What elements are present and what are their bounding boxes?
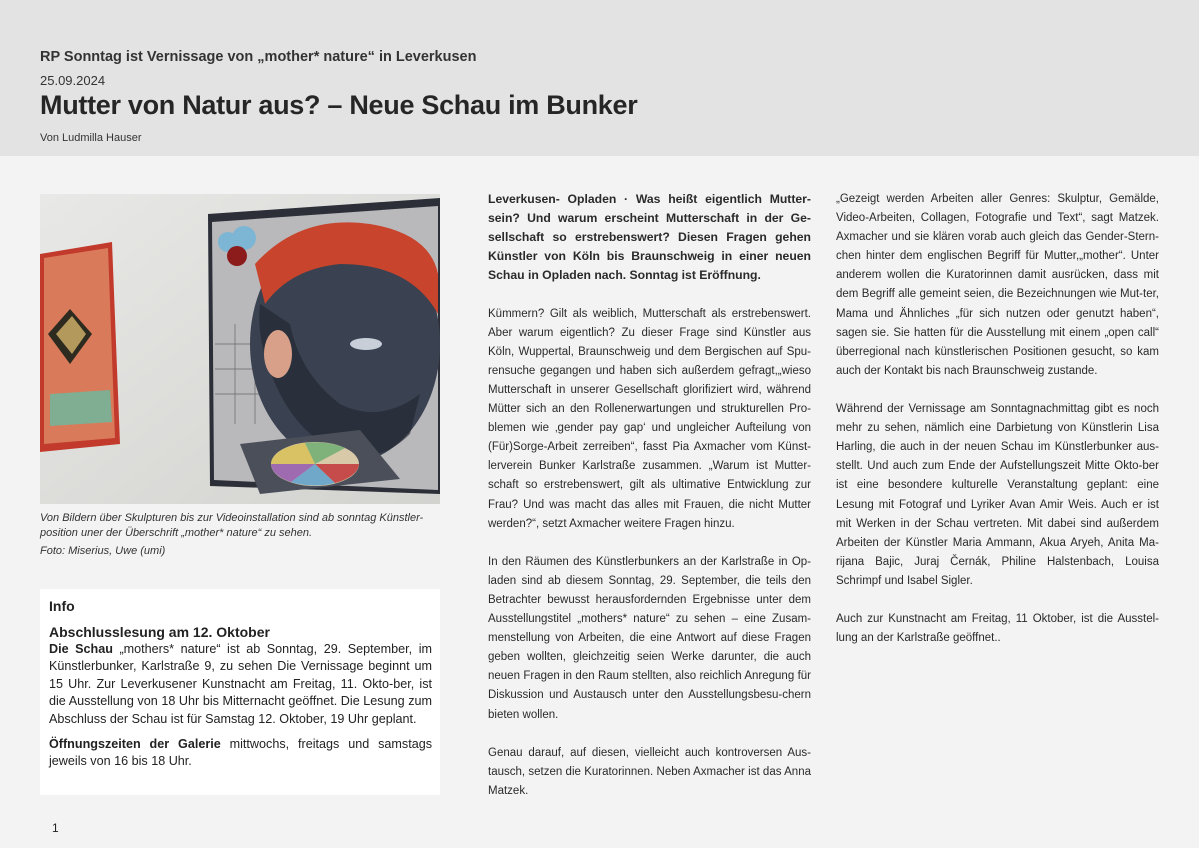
info-label: Info [49, 598, 75, 614]
page-number: 1 [52, 821, 59, 835]
article-column-right [836, 190, 1159, 667]
info-box [40, 589, 440, 795]
kicker: RP Sonntag ist Vernissage von „mother* nature“ in Leverkusen [40, 49, 477, 65]
info-text: „mothers* nature“ ist ab Sonntag, 29. September, im Künstlerbunker, Karlstraße 9, zu sehen Die Vernissage beginnt um 15 Uhr. Zur Leverkusener Kunstnacht am Freitag, 11. Okto-ber, ist die Ausstellung von 18 Uhr bis Mitternacht geöffnet. Die Lesung zum Abschluss der Schau ist für Samstag 12. Oktober, 19 Uhr geplant. [49, 642, 432, 726]
article-header [0, 0, 1199, 156]
body-paragraph: In den Räumen des Künstlerbunkers an der Karlstraße in Op-laden sind ab diesem Sonntag, 29. September, die teils den Betrachter bewusst herausfordernden Ergebnisse unter dem Ausstellungstitel „mothers* nature“ zu sehen – eine Zusam-menstellung von Arbeiten, die eine Antwort auf diese Fragen geben wollten, gleichzeitig seien Werke darunter, die auch neuen Fragen in den Raum stellten, also reichlich Anregung für Diskussion und Austausch unter den Ausstellungsbesu-chern bieten wollen. [488, 555, 811, 721]
body-paragraph: „Gezeigt werden Arbeiten aller Genres: Skulptur, Gemälde, Video-Arbeiten, Collagen, Fotografie und Text“, sagt Matzek. Axmacher und sie klären vorab auch gleich das Gender-Stern-chen hinter dem englischen Begriff für Mutter,„mother“. Unter anderem wollen die Kuratorinnen damit ausrücken, dass mit dem Begriff alle gemeint seien, die Bezeichnungen wie Mut-ter, Mama und Ähnliches „für sich nutzen oder genutzt haben“, sagen sie. Sie hatten für die Ausstellung mit einem „open call“ überregional nach künstlerischen Positionen gesucht, so kam auch der Kontakt bis nach Braunschweig zustande. [836, 193, 1159, 377]
info-lead: Die Schau [49, 642, 113, 656]
article-title: Mutter von Natur aus? – Neue Schau im Bunker [40, 90, 638, 120]
photo-caption: Von Bildern über Skulpturen bis zur Videoinstallation sind ab sonntag Künstler-position uner der Überschrift „mother* nature“ zu sehen. [40, 512, 424, 539]
info-paragraph [49, 736, 432, 771]
info-text: mittwochs, freitags und samstags jeweils von 16 bis 18 Uhr. [49, 737, 433, 769]
article-photo [40, 194, 440, 504]
article-column-middle [488, 190, 811, 820]
photo-credit: Foto: Miserius, Uwe (umi) [40, 545, 166, 557]
lead-paragraph [488, 190, 811, 285]
byline: Von Ludmilla Hauser [40, 132, 142, 144]
body-paragraph: Während der Vernissage am Sonntagnachmittag gibt es noch mehr zu sehen, nämlich eine Darbietung von Künstlerin Lisa Harling, die auch in der neuen Schau im Künstlerbunker aus-stellt. Und auch zum Ende der Aufstellungszeit Mitte Okto-ber ist eine besondere kulturelle Veranstaltung geplant: eine Lesung mit Fotograf und Lyriker Avan Amir Weis. Auch er ist mit Werken in der Schau vertreten. Mit dabei sind außerdem Arbeiten der Künstler Maria Ammann, Akua Aryeh, Anita Ma-rijana Bajic, Juraj Černák, Philine Halstenbach, Louisa Schrimpf und Isabel Sigler. [836, 403, 1159, 587]
dateline: Leverkusen- Opladen · [488, 192, 629, 206]
info-lead: Öffnungszeiten der Galerie [49, 737, 221, 752]
info-paragraph [49, 641, 432, 728]
body-paragraph: Auch zur Kunstnacht am Freitag, 11 Oktober, ist die Ausstel-lung an der Karlstraße geöffnet.. [836, 613, 1159, 645]
body-paragraph: Genau darauf, auf diesen, vielleicht auch kontroversen Aus-tausch, setzen die Kuratorinnen. Neben Axmacher ist das Anna Matzek. [488, 746, 811, 797]
info-heading: Abschlusslesung am 12. Oktober [49, 624, 270, 640]
body-paragraph: Kümmern? Gilt als weiblich, Mutterschaft als erstrebenswert. Aber warum eigentlich? Zu dieser Frage sind Künstler aus Köln, Wuppertal, Braunschweig und dem Bergischen auf Spu-rensuche gegangen und haben sich außerdem gefragt,„wieso Mutterschaft in unserer Gesellschaft glorifiziert wird, während Mütter sich an den Rollenerwartungen und strukturellen Pro-blemen wie ‚gender pay gap‘ und ungleicher Aufteilung von (Für)Sorge-Arbeit zerreiben“, fasst Pia Axmacher vom Künst-lerverein Bunker Karlstraße zusammen. „Warum ist Mutter-schaft so erstrebenswert, gilt als ultimative Entwicklung zur Frau? Und was macht das alles mit Frauen, die nicht Mutter werden?“, setzt Axmacher weitere Fragen hinzu. [488, 307, 811, 530]
lead-text: Was heißt eigentlich Mutter-sein? Und warum erscheint Mutterschaft in der Ge-sellschaft so erstrebenswert? Diesen Fragen gehen Künstler von Köln bis Braunschweig in einer neuen Schau in Opladen nach. Sonntag ist Eröffnung. [488, 192, 811, 283]
publish-date: 25.09.2024 [40, 73, 106, 88]
